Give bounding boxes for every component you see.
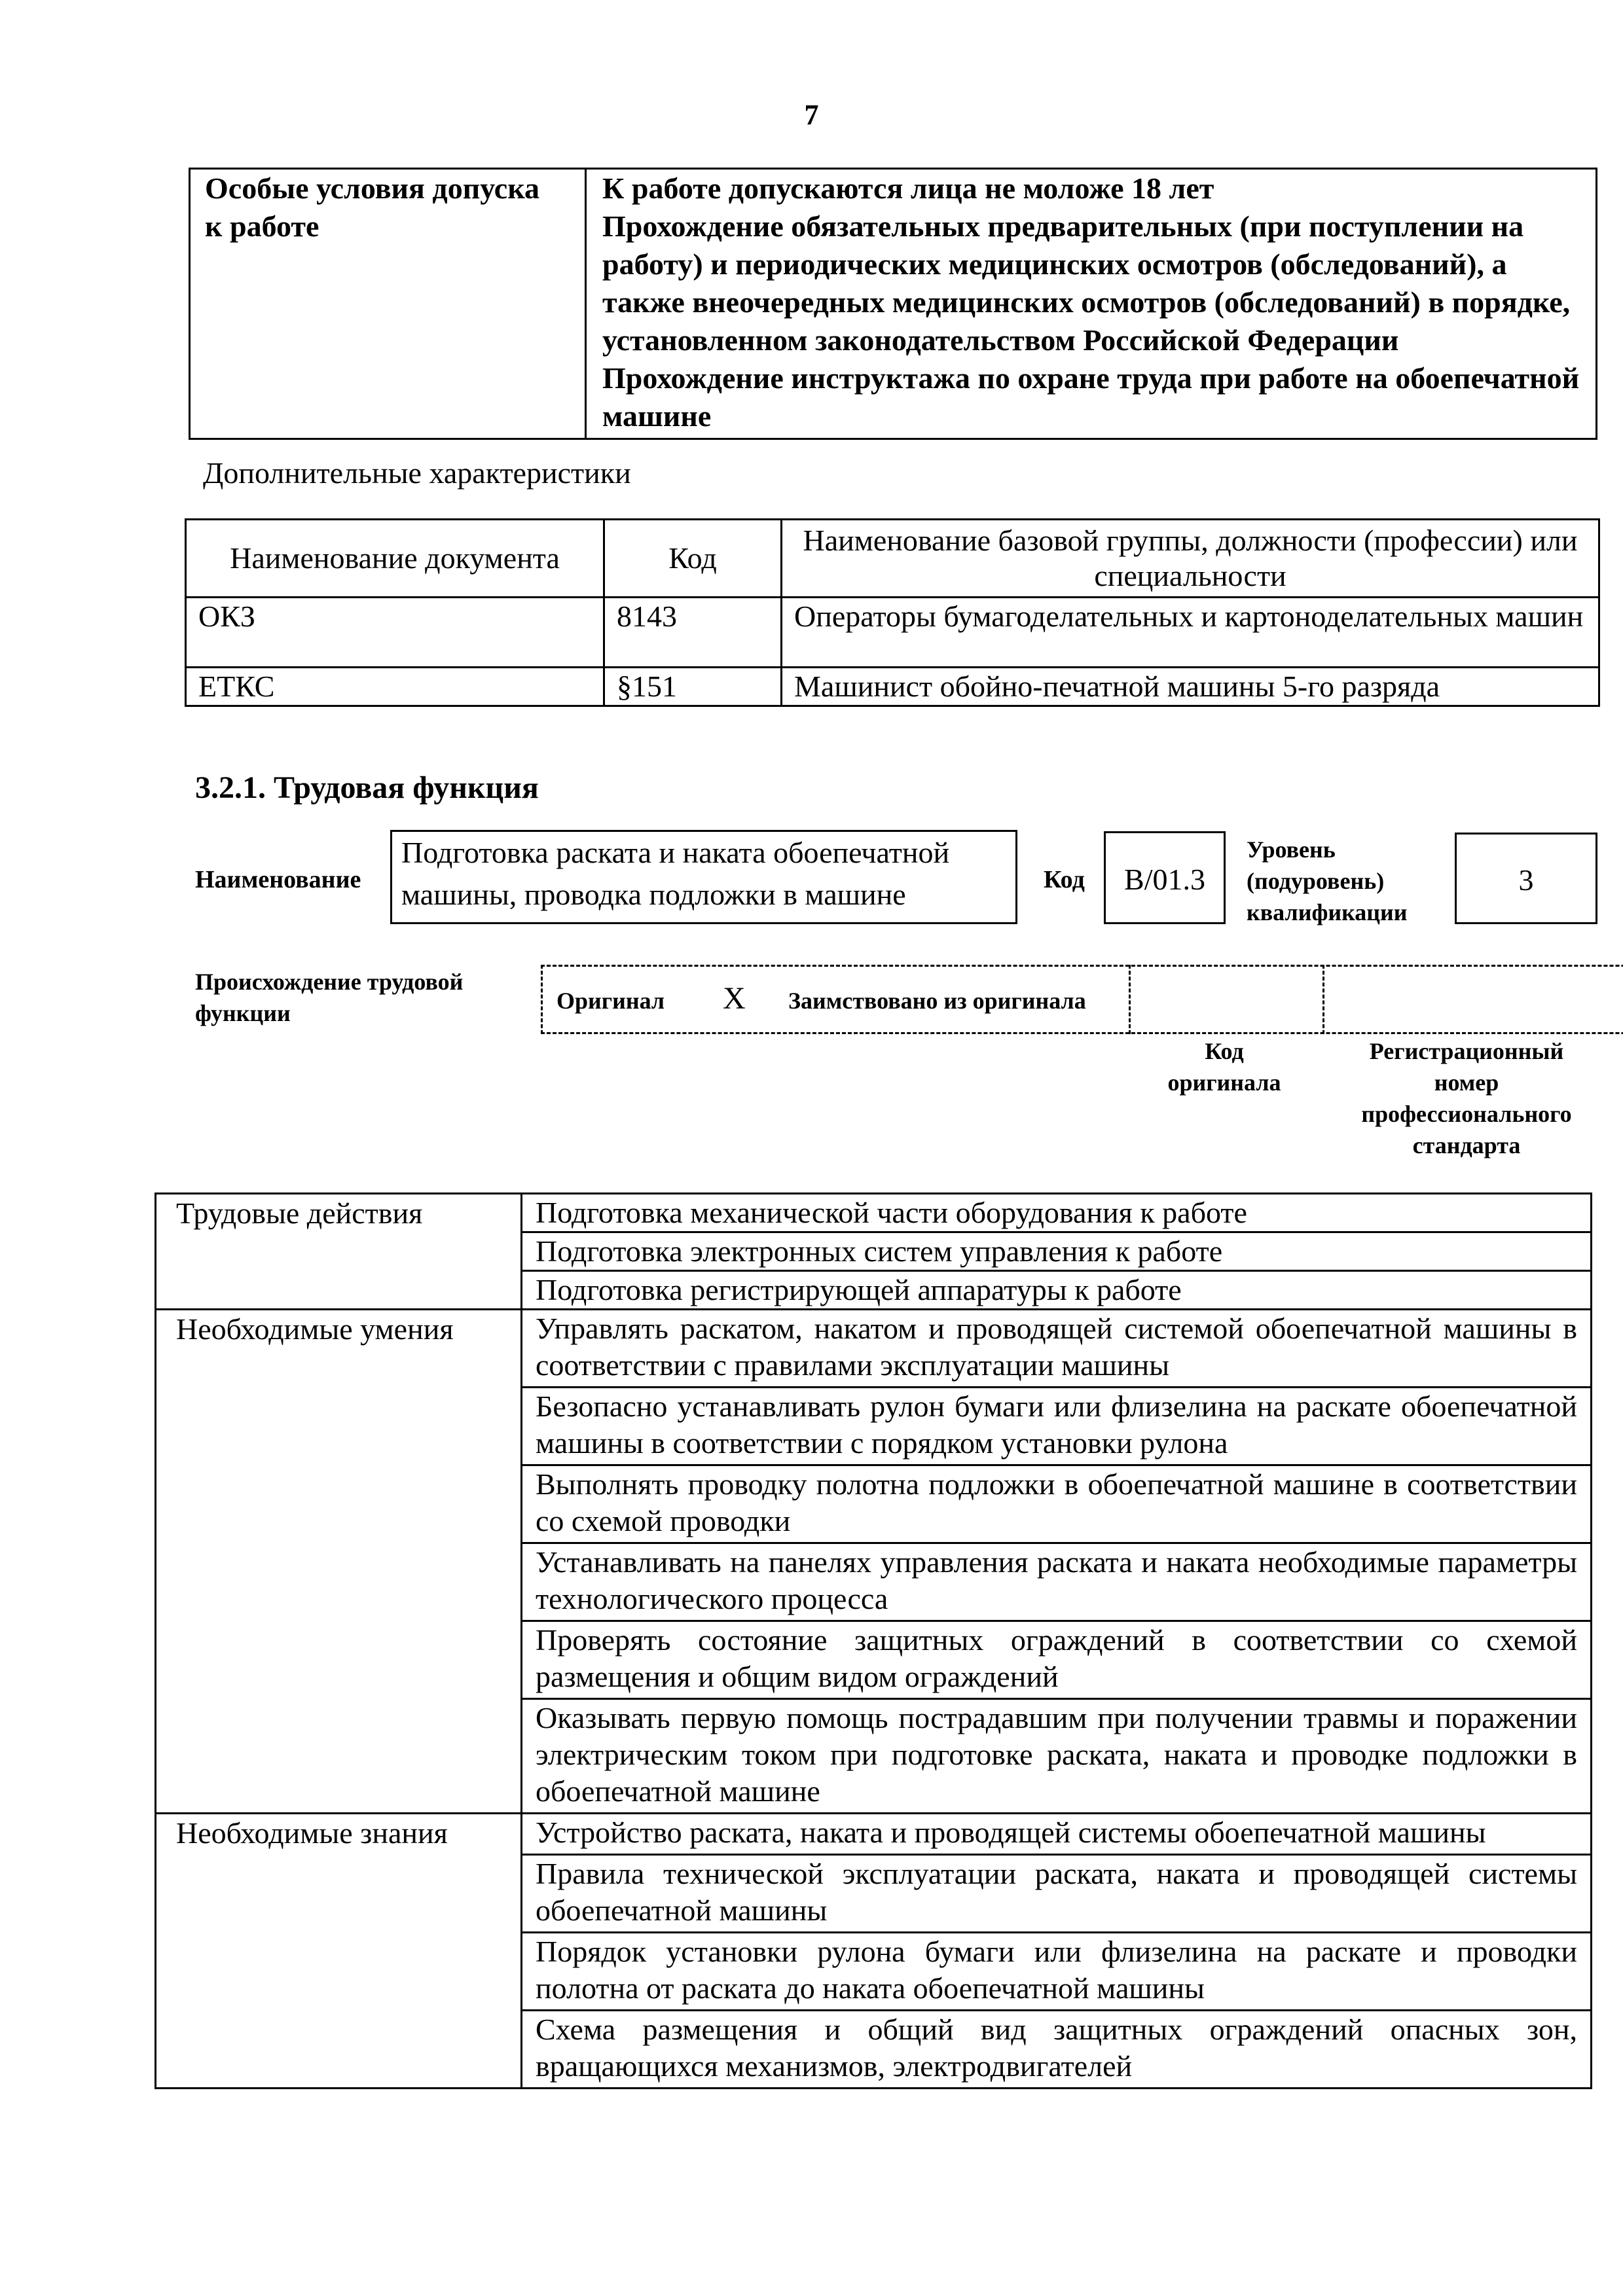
header-group-name: Наименование базовой группы, должности (профессии) или специальности [782,520,1599,598]
origin-divider [1322,965,1324,1034]
table-row [156,1310,1592,1388]
admission-conditions-table [189,168,1597,440]
reg-number-line4: стандарта [1412,1132,1521,1158]
function-name-box: Подготовка раската и наката обоепечатной машины, проводка подложки в машине [390,830,1017,924]
function-code-label: Код [1044,866,1085,893]
origin-divider [541,965,543,1034]
reg-number-line3: профессионального [1361,1101,1572,1127]
table-row [186,598,1599,668]
reg-number-line2: номер [1434,1069,1499,1096]
level-label-line3: квалификации [1247,899,1408,925]
row-document: ЕТКС [186,668,604,706]
row-code: §151 [604,668,782,706]
code-original-label [1146,1035,1303,1098]
row-document: ОКЗ [186,598,604,668]
skill-item: Безопасно устанавливать рулон бумаги или флизелина на раскате обоепечатной машины в соответствии с порядком установки рулона [522,1388,1592,1465]
skills-label: Необходимые умения [156,1310,522,1814]
origin-divider [1129,965,1131,1034]
knowledge-item: Порядок установки рулона бумаги или флизелина на раскате и проводки полотна от раската до наката обоепечатной машины [522,1933,1592,2011]
skill-item: Устанавливать на панелях управления раската и наката необходимые параметры технологического процесса [522,1543,1592,1621]
page-number: 7 [804,99,819,131]
qualification-level-box: 3 [1455,833,1597,924]
skill-item: Оказывать первую помощь пострадавшим при получении травмы и поражении электрическим током при подготовке раската, наката и проводке подложки в обоепечатной машине [522,1699,1592,1814]
admission-item: К работе допускаются лица не моложе 18 лет [602,171,1214,205]
table-header-row [186,520,1599,598]
original-mark: X [723,981,746,1016]
original-label: Оригинал [556,988,665,1014]
table-row [156,1194,1592,1232]
qualification-level-label [1247,834,1408,928]
admission-items-cell [586,169,1597,439]
level-label-line2: (подуровень) [1247,868,1385,894]
row-code: 8143 [604,598,782,668]
additional-characteristics-title: Дополнительные характеристики [203,456,631,490]
action-item: Подготовка механической части оборудования к работе [522,1194,1592,1232]
function-code-box: B/01.3 [1104,831,1226,924]
admission-item: Прохождение обязательных предварительных (при поступлении на работу) и периодических медицинских осмотров (обследований), а также внеочередных медицинских осмотров (обследований) в порядке, установленном законодательством Российской Федерации [602,209,1571,357]
skill-item: Проверять состояние защитных ограждений в соответствии со схемой размещения и общим видом ограждений [522,1621,1592,1699]
admission-item: Прохождение инструктажа по охране труда при работе на обоепечатной машине [602,361,1580,433]
table-row [186,668,1599,706]
action-item: Подготовка электронных систем управления к работе [522,1232,1592,1271]
skill-item: Управлять раскатом, накатом и проводящей системой обоепечатной машины в соответствии с правилами эксплуатации машины [522,1310,1592,1388]
header-document: Наименование документа [186,520,604,598]
knowledge-label: Необходимые знания [156,1814,522,2089]
function-name-label: Наименование [195,866,361,893]
additional-characteristics-table [185,518,1600,707]
header-code: Код [604,520,782,598]
level-label-line1: Уровень [1247,836,1336,863]
registration-number-label [1336,1035,1597,1161]
admission-label-line2: к работе [205,209,319,243]
actions-label: Трудовые действия [156,1194,522,1310]
admission-label-cell [190,169,586,439]
reg-number-line1: Регистрационный [1369,1038,1564,1064]
code-original-line2: оригинала [1167,1069,1281,1096]
origin-label [195,966,463,1029]
borrowed-label: Заимствовано из оригинала [788,988,1086,1014]
row-group-name: Операторы бумагоделательных и картоноделательных машин [782,598,1599,668]
action-item: Подготовка регистрирующей аппаратуры к работе [522,1271,1592,1310]
row-group-name: Машинист обойно-печатной машины 5-го разряда [782,668,1599,706]
section-title: 3.2.1. Трудовая функция [195,770,539,805]
code-original-line1: Код [1205,1038,1244,1064]
origin-label-line2: функции [195,1000,291,1026]
table-row [156,1814,1592,1855]
skill-item: Выполнять проводку полотна подложки в обоепечатной машине в соответствии со схемой проводки [522,1465,1592,1543]
admission-label-line1: Особые условия допуска [205,171,540,205]
labor-function-table [155,1193,1592,2089]
knowledge-item: Правила технической эксплуатации раската, наката и проводящей системы обоепечатной машины [522,1855,1592,1933]
knowledge-item: Схема размещения и общий вид защитных ограждений опасных зон, вращающихся механизмов, электродвигателей [522,2011,1592,2089]
knowledge-item: Устройство раската, наката и проводящей системы обоепечатной машины [522,1814,1592,1855]
origin-label-line1: Происхождение трудовой [195,969,464,995]
